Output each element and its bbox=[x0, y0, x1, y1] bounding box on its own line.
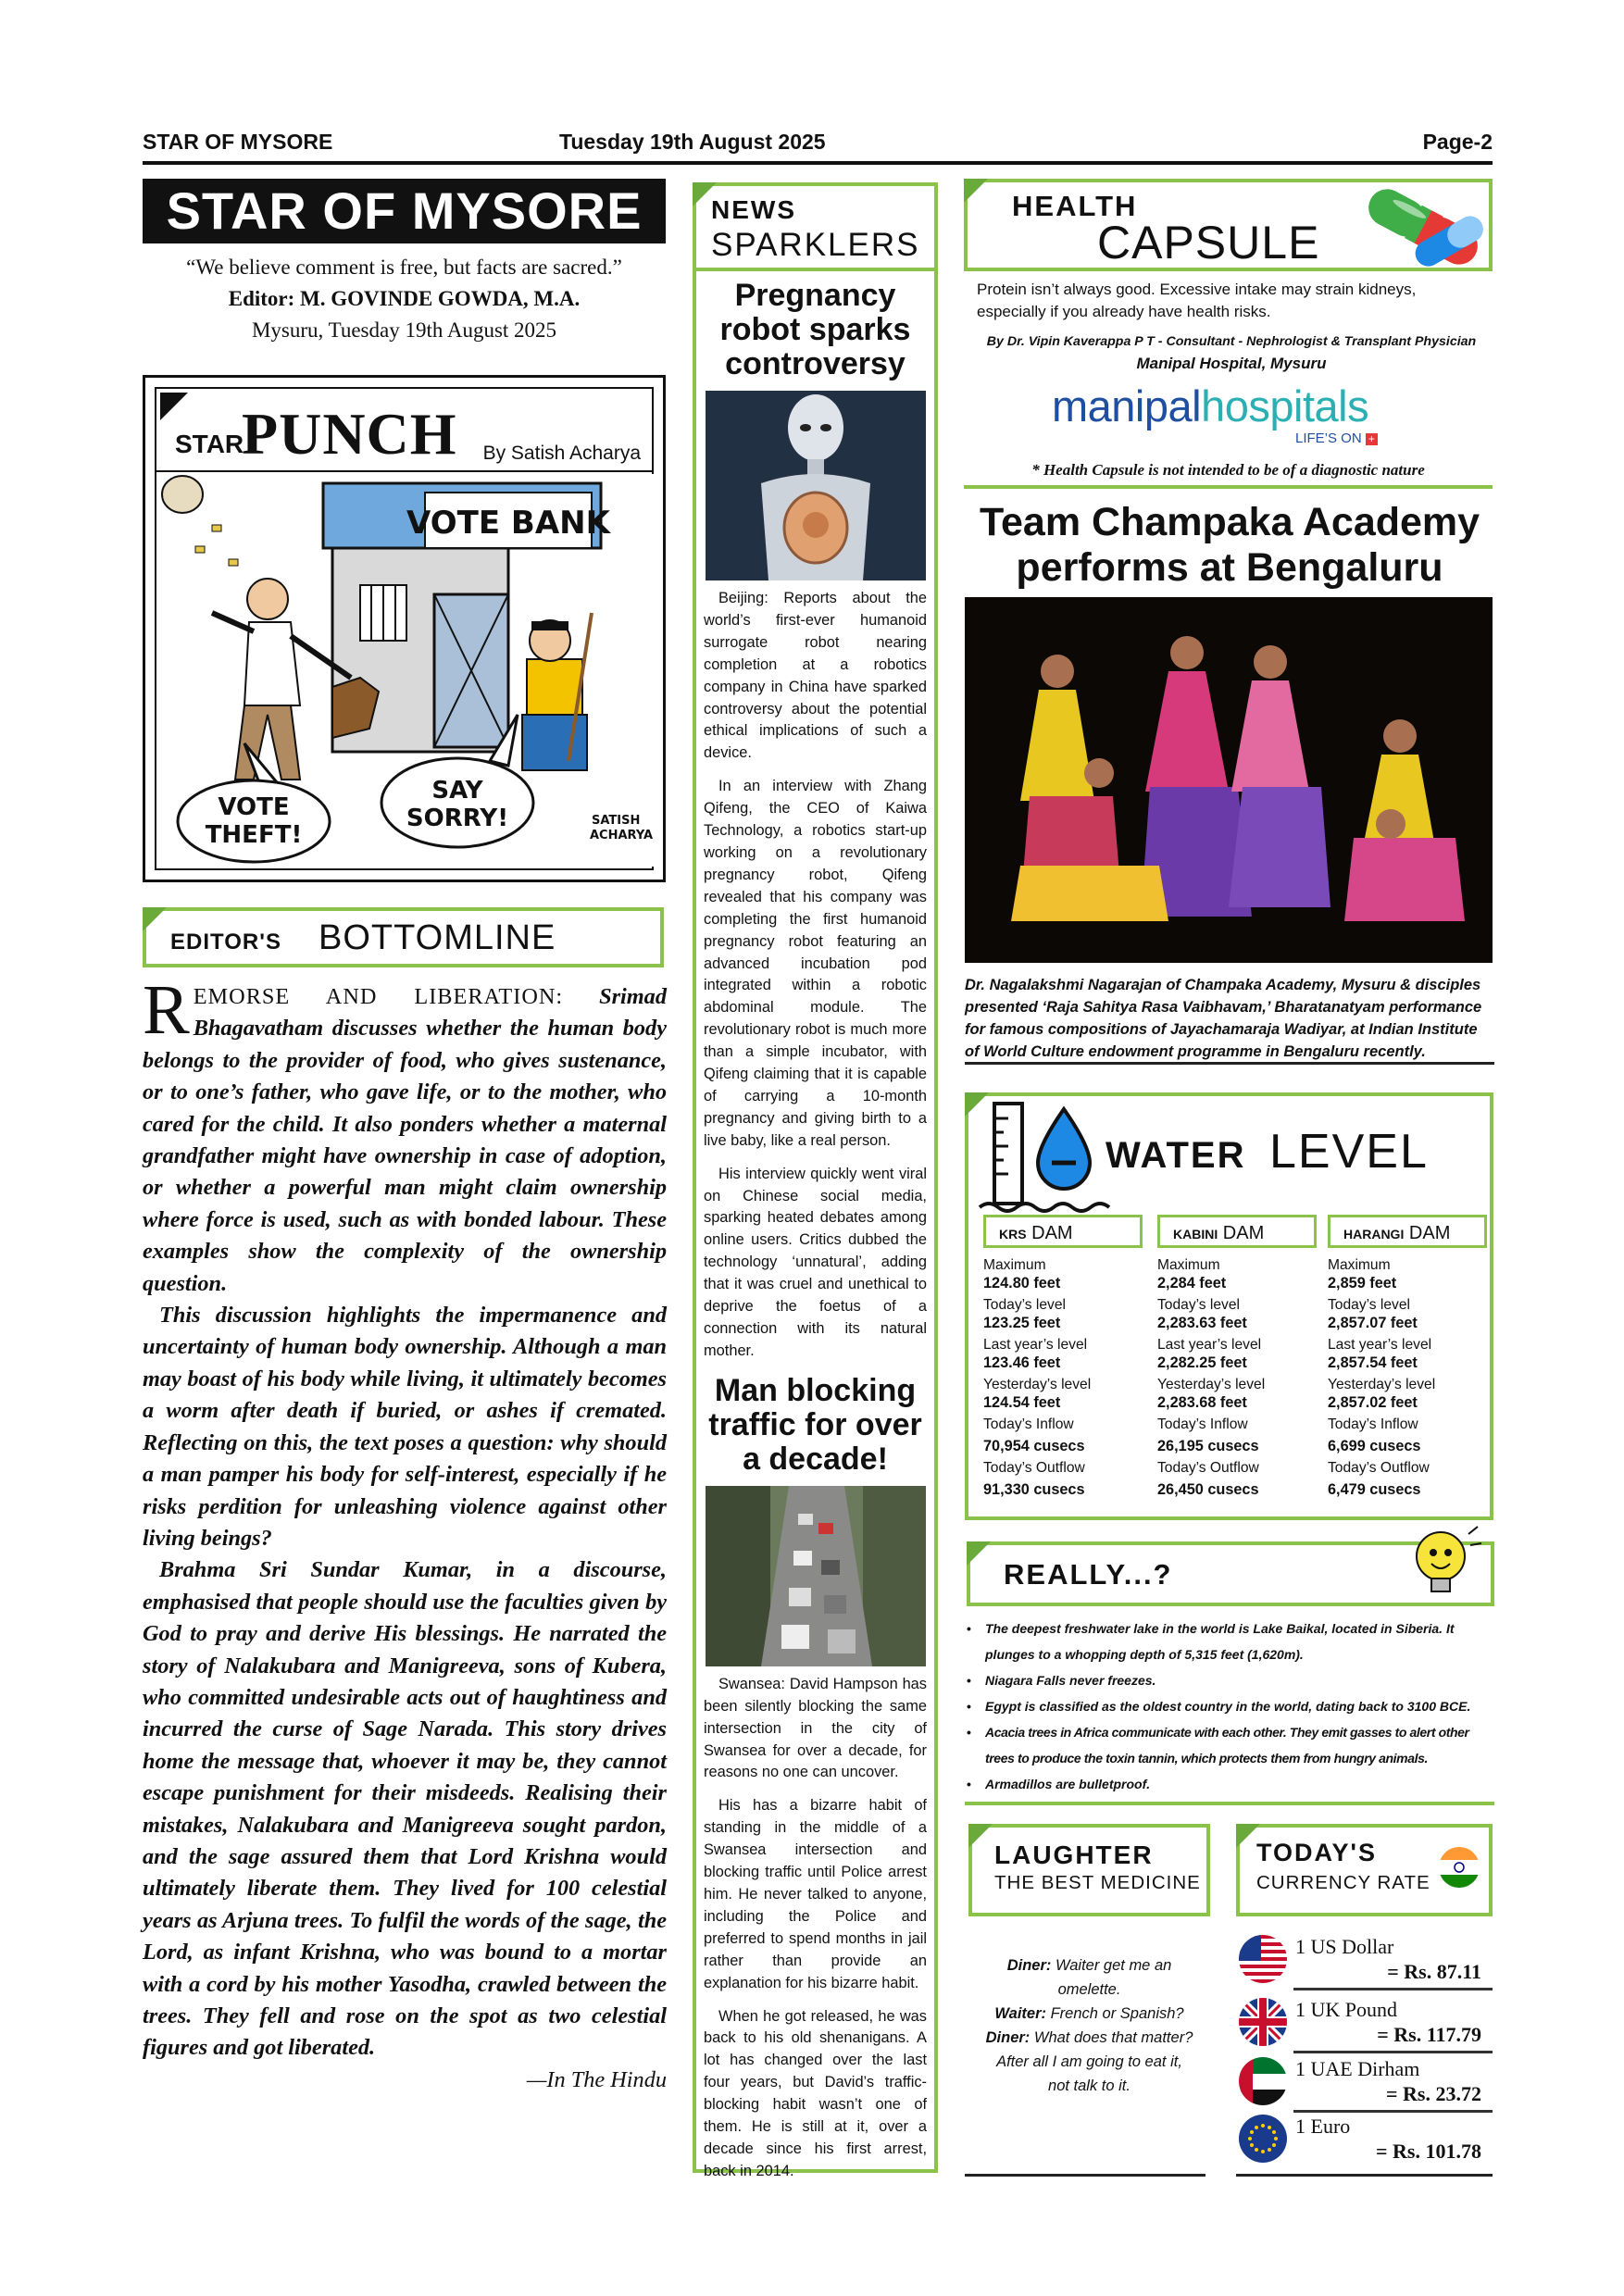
todays-label: TODAY'S bbox=[1256, 1839, 1377, 1866]
rate-value: = Rs. 101.78 bbox=[1376, 2140, 1481, 2163]
story2-paragraph-1: Swansea: David Hampson has been silently blocking the same intersection in the city of Swansea for over a decade, for reasons no one can uncover. bbox=[704, 1675, 927, 1781]
dam-row-label: Today’s Inflow bbox=[1328, 1416, 1418, 1432]
corner-flag-icon bbox=[160, 393, 188, 420]
dam-row-value: 91,330 cusecs bbox=[983, 1481, 1085, 1498]
dam-row-value: 6,479 cusecs bbox=[1328, 1481, 1421, 1498]
rate-value: = Rs. 87.11 bbox=[1387, 1960, 1481, 1983]
caption-rule bbox=[965, 1062, 1494, 1065]
dam-row-value: 2,857.54 feet bbox=[1328, 1354, 1418, 1371]
dam-row-label: Yesterday’s level bbox=[983, 1377, 1092, 1392]
dam-column-harangi bbox=[1328, 1215, 1487, 1504]
bubble-say-sorry-line2: SORRY! bbox=[406, 805, 509, 832]
dam-name-box bbox=[1157, 1215, 1317, 1248]
editors-source: —In The Hindu bbox=[526, 2066, 667, 2092]
dancers-illustration bbox=[965, 597, 1493, 963]
header-date: Tuesday 19th August 2025 bbox=[559, 130, 826, 154]
dam-row-value: 2,284 feet bbox=[1157, 1275, 1227, 1292]
dam-suffix: DAM bbox=[1031, 1223, 1073, 1243]
editors-bottomline-heading bbox=[143, 907, 664, 967]
joke-line: Diner: What does that matter? bbox=[985, 2029, 1193, 2046]
dam-row-label: Today’s level bbox=[1328, 1297, 1410, 1313]
rate-value: = Rs. 23.72 bbox=[1386, 2082, 1481, 2105]
dam-row-label: Last year’s level bbox=[1157, 1337, 1262, 1353]
vote-bank-sign: VOTE BANK bbox=[406, 505, 610, 542]
dam-row-value: 123.46 feet bbox=[983, 1354, 1061, 1371]
dam-row-value: 70,954 cusecs bbox=[983, 1438, 1085, 1454]
dam-suffix: DAM bbox=[1222, 1223, 1265, 1243]
joke-line: not talk to it. bbox=[1048, 2078, 1131, 2094]
joke-line: Diner: Waiter get me an bbox=[1006, 1957, 1172, 1974]
really-item: • The deepest freshwater lake in the world is Lake Baikal, located in Siberia. It plunges to a whopping depth of 5,315 feet (1,620m). bbox=[985, 1616, 1493, 1667]
news-content bbox=[696, 279, 934, 2194]
cartoon-frame bbox=[155, 387, 654, 870]
story2-body bbox=[696, 1674, 934, 2183]
laughter-rule bbox=[965, 2174, 1206, 2177]
brand-manipal: manipal bbox=[1052, 381, 1202, 430]
heading-flag-icon bbox=[967, 1541, 991, 1566]
really-item: • Acacia trees in Africa communicate with each other. They emit gasses to alert other trees to produce the toxin tannin, which protects them from hungry animals. bbox=[985, 1719, 1493, 1771]
dam-row-label: Today’s Inflow bbox=[983, 1416, 1074, 1432]
dam-name: KABINI bbox=[1173, 1227, 1218, 1242]
tagline-text: LIFE’S ON bbox=[1295, 430, 1362, 446]
dam-row-value: 2,857.07 feet bbox=[1328, 1315, 1418, 1331]
robot-photo bbox=[706, 391, 926, 580]
bottomline-label: BOTTOMLINE bbox=[319, 918, 556, 957]
health-label: HEALTH bbox=[1012, 190, 1138, 222]
dance-photo bbox=[965, 597, 1493, 963]
dam-row-value: 124.54 feet bbox=[983, 1394, 1061, 1411]
capsule-label: CAPSULE bbox=[1097, 217, 1320, 268]
manipal-logo bbox=[1052, 381, 1368, 431]
story1-paragraph-2: In an interview with Zhang Qifeng, the CEO of Kaiwa Technology, a robotics start-up working on a revolutionary pregnancy robot, Qifeng revealed that his company was completing the first humanoid pregnancy robot featuring an advanced incubation pod integrated within a robotic abdominal module. The revolutionary robot is much more than a simple incubator, with Qifeng claiming that it is capable of carrying a 10-month pregnancy and giving birth to a live baby, like a real person. bbox=[704, 778, 927, 1149]
dam-row-value: 2,282.25 feet bbox=[1157, 1354, 1247, 1371]
uk-flag-icon bbox=[1239, 1998, 1287, 2046]
dam-column-krs bbox=[983, 1215, 1143, 1504]
heading-flag-icon bbox=[143, 907, 167, 931]
rate-unit: 1 UK Pound bbox=[1295, 1998, 1398, 2021]
best-medicine-label: THE BEST MEDICINE bbox=[994, 1872, 1201, 1893]
really-heading bbox=[967, 1541, 1494, 1606]
dam-row-label: Maximum bbox=[1157, 1257, 1220, 1273]
star-punch-cartoon bbox=[143, 375, 666, 882]
currency-rule bbox=[1236, 2174, 1493, 2177]
currency-rate-label: CURRENCY RATE bbox=[1256, 1872, 1430, 1893]
dam-row-label: Maximum bbox=[1328, 1257, 1391, 1273]
rate-unit: 1 US Dollar bbox=[1295, 1935, 1394, 1958]
traffic-photo bbox=[706, 1486, 926, 1666]
really-list bbox=[965, 1616, 1493, 1797]
heading-flag-icon bbox=[968, 1824, 993, 1848]
really-rule bbox=[965, 1802, 1494, 1805]
sparklers-label: SPARKLERS bbox=[711, 227, 920, 263]
level-label: LEVEL bbox=[1269, 1125, 1429, 1179]
dam-row-label: Today’s Inflow bbox=[1157, 1416, 1248, 1432]
really-item: • Niagara Falls never freezes. bbox=[985, 1667, 1493, 1693]
page-header bbox=[143, 130, 1493, 167]
masthead-editor: Editor: M. GOVINDE GOWDA, M.A. bbox=[228, 287, 581, 310]
dam-row-value: 26,195 cusecs bbox=[1157, 1438, 1259, 1454]
dam-column-kabini bbox=[1157, 1215, 1317, 1504]
dam-row-value: 2,283.68 feet bbox=[1157, 1394, 1247, 1411]
masthead-motto: “We believe comment is free, but facts are sacred.” bbox=[186, 256, 622, 279]
team-title: Team Champaka Academy performs at Bengaluru bbox=[979, 500, 1480, 590]
health-capsule-heading bbox=[964, 179, 1493, 271]
masthead-info bbox=[143, 252, 666, 346]
news-sparklers-heading bbox=[696, 186, 934, 271]
rate-row-aed bbox=[1236, 2055, 1493, 2113]
dam-row-label: Yesterday’s level bbox=[1157, 1377, 1266, 1392]
story2-title: Man blocking traffic for over a decade! bbox=[708, 1372, 922, 1477]
story1-body bbox=[696, 588, 934, 1363]
cartoon-star-label: STAR bbox=[175, 430, 244, 458]
cartoon-punch-label: PUNCH bbox=[242, 401, 457, 467]
header-rule bbox=[143, 161, 1493, 165]
eu-flag-icon bbox=[1239, 2115, 1287, 2163]
bubble-vote-theft-line2: THEFT! bbox=[205, 821, 303, 849]
dam-row-label: Last year’s level bbox=[1328, 1337, 1432, 1353]
story2-paragraph-3: When he got released, he was back to his old shenanigans. A lot has changed over the last four years, but David’s traffic-blocking habit wasn’t one of them. He is still at it, over a decade since his first arrest, back in 2014. bbox=[704, 2007, 927, 2179]
cartoon-byline: By Satish Acharya bbox=[482, 443, 641, 464]
dam-row-value: 2,857.02 feet bbox=[1328, 1394, 1418, 1411]
dam-row-value: 124.80 feet bbox=[983, 1275, 1061, 1292]
us-flag-icon bbox=[1239, 1935, 1287, 1983]
editors-paragraph-2: This discussion highlights the impermanence and uncertainty of human body ownership. Although a man may boast of his body while living, it ultimately becomes a worm after death if buried, or ashes if cremated. Reflecting on this, the text poses a question: why should a man pamper his body for self-interest, especially if he risks perdition for unleashing violence against other living beings? bbox=[143, 1303, 667, 1551]
dam-row-label: Maximum bbox=[983, 1257, 1046, 1273]
dam-row-label: Today’s level bbox=[1157, 1297, 1240, 1313]
joke-line: After all I am going to eat it, bbox=[996, 2053, 1182, 2070]
joke-line: omelette. bbox=[1057, 1981, 1121, 1998]
story1-paragraph-3: His interview quickly went viral on Chinese social media, sparking heated debates among online users. Critics dubbed the technology ‘unnatural’, adding that it was cruel and unethical to deprive the foetus of a connection with its natural mother. bbox=[704, 1165, 927, 1359]
really-item: • Egypt is classified as the oldest country in the world, dating back to 3100 BCE. bbox=[985, 1693, 1493, 1719]
header-paper-name: STAR OF MYSORE bbox=[143, 130, 333, 154]
rate-unit: 1 Euro bbox=[1295, 2115, 1351, 2138]
rate-rule bbox=[1293, 2051, 1493, 2053]
rate-row-eur bbox=[1236, 2113, 1493, 2170]
heading-flag-icon bbox=[964, 179, 988, 203]
dam-row-label: Today’s Outflow bbox=[983, 1460, 1085, 1476]
bubble-say-sorry-line1: SAY bbox=[431, 777, 483, 805]
water-gauge-icon bbox=[976, 1100, 1124, 1216]
cartoon-header bbox=[156, 389, 652, 472]
rate-rule bbox=[1293, 1988, 1493, 1990]
dance-caption: Dr. Nagalakshmi Nagarajan of Champaka Academy, Mysuru & disciples presented ‘Raja Sahitya Rasa Vaibhavam,’ Bharatanatyam performance for famous compositions of Jayachamaraja Wadiyar, at Indian Institute of World Culture endowment programme in Bengaluru recently. bbox=[965, 977, 1482, 1060]
lead-text: Srimad Bhagavatham discusses whether the human body belongs to the provider of food, who gives sustenance, or to one’s father, who gave life, or to the mother, who cared for the child. It also ponders whether a maternal grandfather might have ownership in case of adoption, or whether a powerful man might claim ownership where force is used, such as with bonded labour. These examples show the complexity of the ownership question. bbox=[143, 984, 667, 1296]
dam-row-value: 123.25 feet bbox=[983, 1315, 1061, 1331]
health-hospital: Manipal Hospital, Mysuru bbox=[1136, 355, 1327, 372]
brand-hospitals: hospitals bbox=[1201, 381, 1369, 430]
water-level-box bbox=[965, 1092, 1493, 1520]
health-author: By Dr. Vipin Kaverappa P T - Consultant - Nephrologist & Transplant Physician bbox=[986, 334, 1477, 349]
bubble-vote-theft-line1: VOTE bbox=[218, 793, 290, 821]
cartoon-illustration bbox=[156, 474, 656, 867]
dam-name-box bbox=[1328, 1215, 1487, 1248]
lightbulb-icon bbox=[1404, 1525, 1483, 1610]
dam-row-value: 26,450 cusecs bbox=[1157, 1481, 1259, 1498]
dam-row-value: 2,859 feet bbox=[1328, 1275, 1397, 1292]
health-rule bbox=[964, 485, 1493, 489]
really-title: REALLY...? bbox=[1004, 1558, 1173, 1591]
story1-paragraph-1: Beijing: Reports about the world’s first-ever humanoid surrogate robot nearing completion at a robotics company in China have sparked controversy about the potential ethical implications of such a device. bbox=[704, 590, 927, 762]
currency-heading bbox=[1236, 1824, 1493, 1916]
uae-flag-icon bbox=[1239, 2057, 1287, 2105]
dam-row-value: 2,283.63 feet bbox=[1157, 1315, 1247, 1331]
cartoonist-signature-line1: SATISH bbox=[592, 814, 641, 828]
editors-paragraph-3: Brahma Sri Sundar Kumar, in a discourse, emphasised that people should use the faculties given by God to pray and derive His blessings. He narrated the story of Nalakubara and Manigreeva, sons of Kubera, who committed undesirable acts out of haughtiness and incurred the curse of Sage Narada. This story drives home the message that, whoever it may be, they cannot escape punishment for their misdeeds. Realising their mistakes, Nalakubara and Manigreeva sought pardon, and the sage assured them that Lord Krishna would ultimately liberate them. They lived for 100 celestial years as Arjuna trees. To fulfil the words of the sage, the Lord, as infant Krishna, who was bound to a mortar with a cord by his mother Yasodha, crawled between the trees. They fell and rose on the spot as two celestial figures and got liberated. bbox=[143, 1557, 667, 2061]
rate-unit: 1 UAE Dirham bbox=[1295, 2057, 1420, 2080]
dam-row-label: Yesterday’s level bbox=[1328, 1377, 1436, 1392]
india-flag-icon bbox=[1438, 1846, 1480, 1889]
plus-icon: + bbox=[1366, 433, 1378, 445]
cartoonist-signature-line2: ACHARYA bbox=[590, 829, 654, 842]
dam-row-label: Today’s Outflow bbox=[1328, 1460, 1430, 1476]
laughter-label: LAUGHTER bbox=[994, 1841, 1154, 1869]
health-disclaimer: * Health Capsule is not intended to be of a diagnostic nature bbox=[1031, 461, 1425, 479]
lead-caps: EMORSE AND LIBERATION: bbox=[193, 984, 564, 1009]
editors-label: EDITOR'S bbox=[170, 930, 281, 955]
rate-row-usd bbox=[1236, 1933, 1493, 1990]
dam-row-label: Last year’s level bbox=[983, 1337, 1088, 1353]
pill-capsule-icon bbox=[1356, 184, 1491, 269]
health-capsule bbox=[964, 179, 1493, 490]
manipal-tagline bbox=[1295, 430, 1378, 446]
rate-value: = Rs. 117.79 bbox=[1377, 2023, 1481, 2046]
editors-article bbox=[143, 971, 667, 2096]
water-label: WATER bbox=[1106, 1135, 1246, 1176]
joke-line: Waiter: French or Spanish? bbox=[994, 2005, 1184, 2022]
news-label: NEWS bbox=[711, 195, 796, 224]
masthead-title: STAR OF MYSORE bbox=[143, 179, 666, 243]
story1-title: Pregnancy robot sparks controversy bbox=[719, 278, 911, 381]
drop-cap: R bbox=[143, 971, 190, 1049]
really-item: • Armadillos are bulletproof. bbox=[985, 1771, 1493, 1797]
dam-name-box bbox=[983, 1215, 1143, 1248]
laughter-heading bbox=[968, 1824, 1210, 1916]
dam-suffix: DAM bbox=[1408, 1223, 1451, 1243]
story2-paragraph-2: His has a bizarre habit of standing in the middle of a Swansea intersection and blocking traffic until Police arrest him. He never talked to anyone, including the Police and preferred to spend months in jail rather than provide an explanation for his bizarre habit. bbox=[704, 1797, 927, 1991]
health-text: Protein isn’t always good. Excessive intake may strain kidneys, especially if you already have health risks. bbox=[977, 281, 1417, 320]
header-page-number: Page-2 bbox=[1422, 130, 1493, 154]
news-sparklers-box bbox=[693, 182, 938, 2179]
dam-row-value: 6,699 cusecs bbox=[1328, 1438, 1421, 1454]
dam-row-label: Today’s Outflow bbox=[1157, 1460, 1259, 1476]
dam-name: KRS bbox=[999, 1227, 1027, 1242]
dam-row-label: Today’s level bbox=[983, 1297, 1066, 1313]
rate-row-gbp bbox=[1236, 1996, 1493, 2053]
dam-name: HARANGI bbox=[1343, 1227, 1405, 1242]
masthead-dateline: Mysuru, Tuesday 19th August 2025 bbox=[251, 318, 557, 342]
joke-text bbox=[968, 1953, 1210, 2098]
